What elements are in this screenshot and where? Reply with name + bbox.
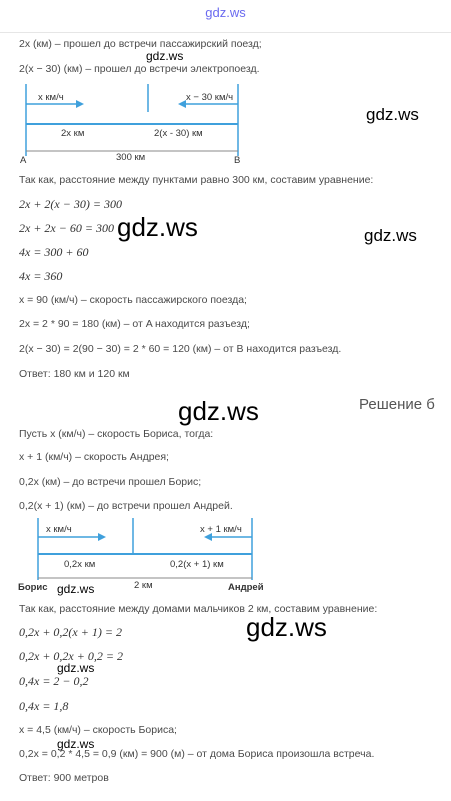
diagram-b-left-speed: x км/ч [46, 524, 72, 535]
diagram-a-right-speed: x − 30 км/ч [186, 92, 234, 103]
diagram-b-right-speed: x + 1 км/ч [200, 524, 242, 535]
eq-b-3: 0,4x = 2 − 0,2 [19, 674, 89, 688]
line-a-4: x = 90 (км/ч) – скорость пассажирского поезда; [19, 294, 247, 306]
diagram-boys [16, 518, 278, 598]
diagram-a-right-arrowhead [178, 100, 186, 108]
watermark-mid-1: gdz.ws [366, 105, 419, 124]
diagram-b-point-andrey: Андрей [228, 582, 264, 593]
answer-a: Ответ: 180 км и 120 км [19, 368, 130, 380]
diagram-a-total: 300 км [116, 152, 146, 163]
line-b-7: 0,2x = 0,2 * 4,5 = 0,9 (км) = 900 (м) – от дома Бориса произошла встреча. [19, 748, 375, 760]
eq-b-4: 0,4x = 1,8 [19, 699, 69, 713]
line-a-6: 2(x − 30) = 2(90 − 30) = 2 * 60 = 120 (км) – от B находится разъезд. [19, 343, 342, 355]
diagram-b-right-seg: 0,2(x + 1) км [170, 559, 224, 570]
line-a-3: Так как, расстояние между пунктами равно 300 км, составим уравнение: [19, 174, 374, 186]
line-b-5: Так как, расстояние между домами мальчиков 2 км, составим уравнение: [19, 603, 378, 615]
line-b-1: Пусть x (км/ч) – скорость Бориса, тогда: [19, 428, 214, 440]
diagram-a-right-seg: 2(x - 30) км [154, 128, 203, 139]
watermark-big-3: gdz.ws [246, 612, 327, 642]
eq-a-1: 2x + 2(x − 30) = 300 [19, 197, 122, 211]
line-b-2: x + 1 (км/ч) – скорость Андрея; [19, 451, 169, 463]
line-a-1: 2x (км) – прошел до встречи пассажирский поезд; [19, 38, 262, 50]
eq-a-2: 2x + 2x − 60 = 300 [19, 221, 114, 235]
diagram-a-point-a: A [20, 155, 27, 166]
line-b-3: 0,2x (км) – до встречи прошел Борис; [19, 476, 202, 488]
diagram-a-left-speed: x км/ч [38, 92, 64, 103]
watermark-small-2: gdz.ws [57, 582, 95, 596]
site-logo[interactable]: gdz.ws [205, 5, 246, 20]
watermark-big-2: gdz.ws [178, 396, 259, 426]
diagram-b-left-arrowhead [98, 533, 106, 541]
eq-a-3: 4x = 300 + 60 [19, 245, 89, 259]
watermark-big-1: gdz.ws [117, 212, 198, 242]
diagram-b-point-boris: Борис [18, 582, 48, 593]
watermark-mid-2: gdz.ws [364, 226, 417, 245]
line-b-4: 0,2(x + 1) (км) – до встречи прошел Андрей. [19, 500, 233, 512]
watermark-small-4: gdz.ws [57, 737, 95, 751]
line-a-5: 2x = 2 * 90 = 180 (км) – от A находится разъезд; [19, 318, 250, 330]
diagram-a-left-arrowhead [76, 100, 84, 108]
watermark-small-1: gdz.ws [146, 49, 184, 63]
diagram-b-total: 2 км [134, 580, 153, 591]
eq-a-4: 4x = 360 [19, 269, 63, 283]
diagram-b-left-seg: 0,2x км [64, 559, 96, 570]
line-a-2: 2(x − 30) (км) – прошел до встречи электропоезд. [19, 63, 260, 75]
eq-b-2: 0,2x + 0,2x + 0,2 = 2 [19, 649, 123, 663]
eq-b-1: 0,2x + 0,2(x + 1) = 2 [19, 625, 122, 639]
part-b-title: Решение б [359, 396, 435, 413]
answer-b: Ответ: 900 метров [19, 772, 109, 784]
diagram-a-point-b: B [234, 155, 241, 166]
diagram-trains [16, 84, 256, 166]
watermark-small-3: gdz.ws [57, 661, 95, 675]
diagram-a-left-seg: 2x км [61, 128, 85, 139]
line-b-6: x = 4,5 (км/ч) – скорость Бориса; [19, 724, 177, 736]
